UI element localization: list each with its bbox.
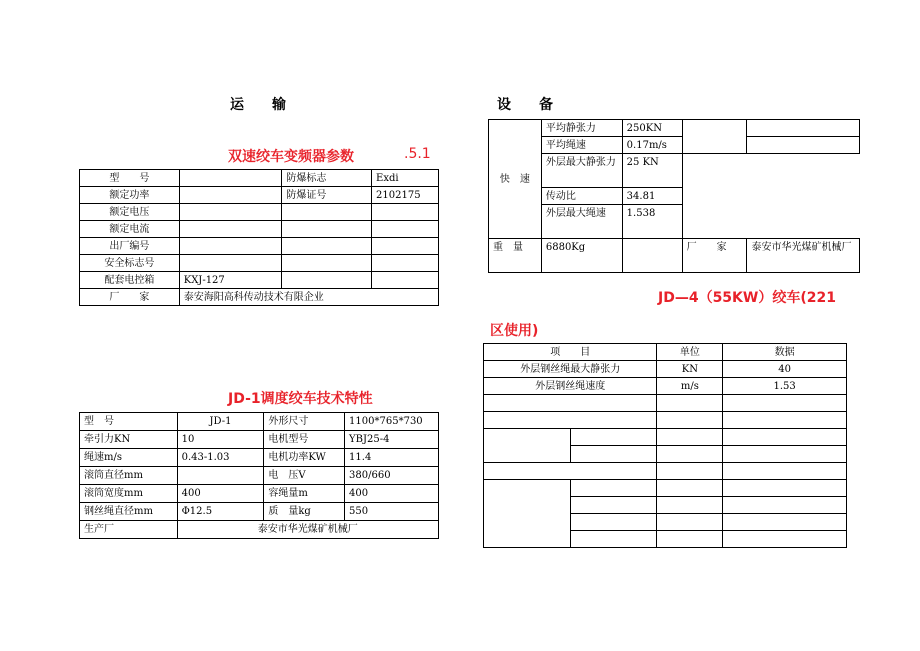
table-cell [372,238,439,255]
table-cell: 10 [177,431,264,449]
table-cell: 1.538 [622,205,682,239]
table-cell: Exdi [372,170,439,187]
table-row [484,429,847,446]
table-cell: 550 [345,503,439,521]
table-row [80,204,439,221]
table-cell: 安全标志号 [80,255,180,272]
table-cell: 外层最大绳速 [541,205,622,239]
blank-area [682,154,859,239]
table-cell: 0.17m/s [622,137,682,154]
table-cell [282,221,372,238]
table-cell [282,238,372,255]
table-cell: 额定电流 [80,221,180,238]
fast-table [488,119,860,273]
vfd-title: 双速绞车变频器参数 [228,149,354,165]
table-cell [570,429,657,446]
table-cell [484,412,657,429]
table-row [484,463,847,480]
table-row [489,137,860,154]
table-cell [372,272,439,289]
table-cell: 2102175 [372,187,439,204]
table-cell [372,204,439,221]
table-cell [179,255,282,272]
table-cell [622,239,682,273]
table-cell [179,204,282,221]
table-cell: 1100*765*730 [345,413,439,431]
table-cell [282,204,372,221]
table-cell [657,446,723,463]
table-row [80,255,439,272]
table-row [484,361,847,378]
jd1-table [79,412,439,539]
table-cell: 250KN [622,120,682,137]
table-cell: 防爆标志 [282,170,372,187]
table-cell: 牵引力KN [80,431,178,449]
table-cell [657,514,723,531]
table-cell [723,429,847,446]
table-cell: 额定功率 [80,187,180,204]
table-cell [179,170,282,187]
table-cell: 滚筒直径mm [80,467,178,485]
table-row [80,431,439,449]
table-header-cell: 单位 [657,344,723,361]
factory-label: 厂 家 [682,239,747,273]
table-row [80,485,439,503]
table-cell: 容绳量m [264,485,345,503]
table-row [489,239,860,273]
table-cell: m/s [657,378,723,395]
table-cell [570,480,657,497]
table-row [80,187,439,204]
table-cell [723,514,847,531]
table-cell: 钢丝绳直径mm [80,503,178,521]
factory-value: 泰安海阳高科传动技术有限企业 [179,289,438,306]
table-cell [570,446,657,463]
table-header-cell: 数据 [723,344,847,361]
table-cell [657,497,723,514]
table-cell: 质 量kg [264,503,345,521]
table-cell [657,395,723,412]
table-cell: 400 [345,485,439,503]
table-row [80,170,439,187]
table-cell: 平均静张力 [541,120,622,137]
table-cell [484,429,571,463]
table-cell: Φ12.5 [177,503,264,521]
table-row [80,521,439,539]
vfd-title-suffix: .5.1 [404,146,431,162]
table-row [80,503,439,521]
jd4-table [483,343,847,548]
jd4-title-line2: 区使用) [490,323,539,339]
table-cell [657,531,723,548]
table-row [484,395,847,412]
fast-group-label: 快 速 [489,120,542,239]
table-cell [484,395,657,412]
table-row [489,154,860,188]
table-row [80,449,439,467]
table-row [484,412,847,429]
table-cell: 外层钢丝绳速度 [484,378,657,395]
table-cell [179,238,282,255]
table-cell [657,480,723,497]
table-cell [723,497,847,514]
table-cell [177,467,264,485]
table-cell [723,412,847,429]
table-cell: 电机型号 [264,431,345,449]
table-row [484,378,847,395]
table-cell [747,137,860,154]
table-cell [723,480,847,497]
table-row [80,413,439,431]
table-cell [570,514,657,531]
table-cell [372,221,439,238]
table-row [80,467,439,485]
table-cell [484,480,571,548]
table-cell: 25 KN [622,154,682,188]
table-cell: 配套电控箱 [80,272,180,289]
heading-right: 设 备 [497,97,553,113]
table-cell: 11.4 [345,449,439,467]
table-cell [723,463,847,480]
table-row [484,344,847,361]
factory-label: 厂 家 [80,289,180,306]
table-cell: 额定电压 [80,204,180,221]
table-cell [179,187,282,204]
table-cell: 滚筒宽度mm [80,485,178,503]
table-cell: JD-1 [177,413,264,431]
factory-value: 泰安市华光煤矿机械厂 [747,239,860,273]
table-cell [657,412,723,429]
table-cell: 380/660 [345,467,439,485]
table-cell [484,463,657,480]
table-cell [282,272,372,289]
table-cell: 0.43-1.03 [177,449,264,467]
table-header-cell: 项 目 [484,344,657,361]
table-cell [179,221,282,238]
table-cell: 400 [177,485,264,503]
table-cell: 传动比 [541,188,622,205]
table-cell [657,429,723,446]
weight-label: 重 量 [489,239,542,273]
table-cell [657,463,723,480]
table-cell: YBJ25-4 [345,431,439,449]
table-cell: KXJ-127 [179,272,282,289]
table-row [80,272,439,289]
table-row [80,238,439,255]
maker-value: 泰安市华光煤矿机械厂 [177,521,438,539]
table-cell: 外形尺寸 [264,413,345,431]
table-cell: 电机功率KW [264,449,345,467]
table-cell: 绳速m/s [80,449,178,467]
heading-left: 运 输 [230,97,286,113]
table-cell [747,120,860,137]
jd4-title-line1: JD—4（55KW）绞车(221 [658,290,836,306]
table-cell: 40 [723,361,847,378]
weight-value: 6880Kg [541,239,622,273]
maker-label: 生产厂 [80,521,178,539]
table-cell: 出厂编号 [80,238,180,255]
jd1-title: JD-1调度绞车技术特性 [228,391,373,407]
table-cell: 外层最大静张力 [541,154,622,188]
table-cell [372,255,439,272]
table-cell: 平均绳速 [541,137,622,154]
table-cell [682,120,747,154]
table-cell: 1.53 [723,378,847,395]
vfd-table [79,169,439,306]
table-cell: 型 号 [80,170,180,187]
table-cell [723,446,847,463]
table-cell [282,255,372,272]
table-row [80,221,439,238]
table-cell: KN [657,361,723,378]
table-cell [723,531,847,548]
table-cell [723,395,847,412]
table-row [484,480,847,497]
table-cell: 电 压V [264,467,345,485]
table-row [80,289,439,306]
table-cell: 型 号 [80,413,178,431]
table-cell [570,531,657,548]
table-cell: 34.81 [622,188,682,205]
table-cell: 防爆证号 [282,187,372,204]
table-row [489,120,860,137]
table-cell: 外层钢丝绳最大静张力 [484,361,657,378]
table-cell [570,497,657,514]
